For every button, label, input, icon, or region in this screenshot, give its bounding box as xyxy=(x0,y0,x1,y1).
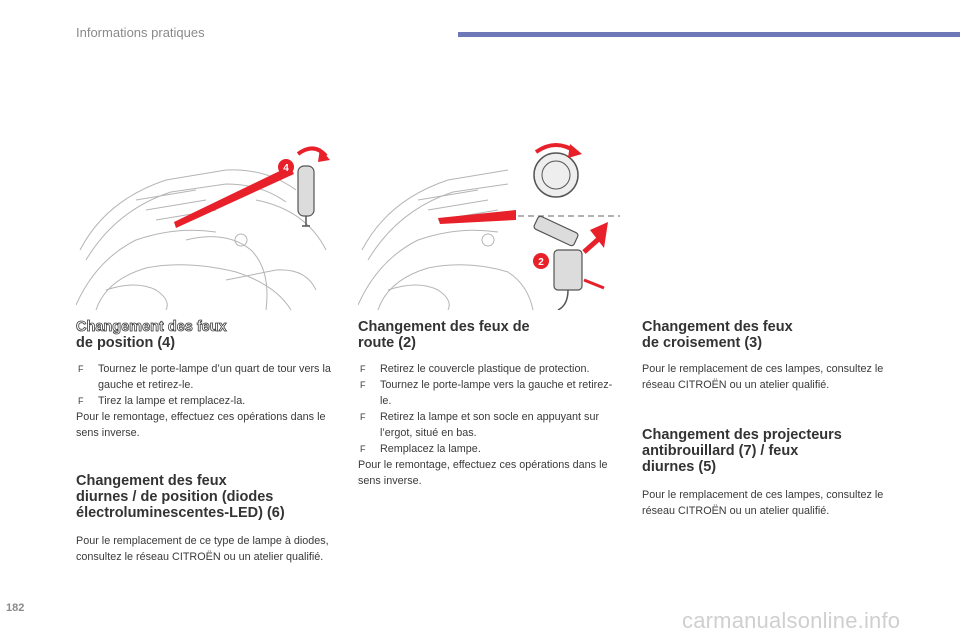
fog-lamp-text: Pour le remplacement de ces lampes, consultez le réseau CITROËN ou un atelier qualifié. xyxy=(642,489,884,517)
position-lamp-steps xyxy=(76,361,338,409)
bullet-icon: F xyxy=(78,364,84,374)
dipped-beam-text: Pour le remplacement de ces lampes, consultez le réseau CITROËN ou un atelier qualifié. xyxy=(642,363,884,391)
main-beam-note: Pour le remontage, effectuez ces opérations dans le sens inverse. xyxy=(358,459,608,487)
bullet-icon: F xyxy=(360,444,366,454)
watermark-text: carmanualsonline.info xyxy=(682,608,901,633)
pointer-beam-2 xyxy=(438,210,516,224)
column-2 xyxy=(358,319,620,489)
main-beam-heading: Changement des feux de route (2) xyxy=(358,319,530,351)
drl-led-text: Pour le remplacement de ce type de lampe à diodes, consultez le réseau CITROËN ou un atelier qualifié. xyxy=(76,535,329,563)
position-lamp-diagram xyxy=(76,140,338,310)
header-accent-bar xyxy=(458,32,960,37)
position-lamp-heading: Changement des feux de position (4) xyxy=(76,319,227,351)
callout-4-label: 4 xyxy=(283,163,289,174)
list-item: F Tournez le porte-lampe d’un quart de tour vers la gauche et retirez-le. xyxy=(78,363,331,391)
fog-lamp-section xyxy=(642,427,904,519)
main-beam-lamp-illustration xyxy=(358,140,620,310)
list-item: F Retirez la lampe et son socle en appuyant sur l’ergot, situé en bas. xyxy=(360,411,600,439)
bullet-icon: F xyxy=(360,364,366,374)
column-1 xyxy=(76,319,338,565)
drl-led-section xyxy=(76,473,338,565)
drl-led-heading: Changement des feux diurnes / de position (diodes électroluminescentes-LED) (6) xyxy=(76,473,285,521)
bullet-icon: F xyxy=(360,380,366,390)
main-beam-diagram xyxy=(358,140,620,310)
column-3 xyxy=(642,319,904,519)
dipped-beam-heading: Changement des feux de croisement (3) xyxy=(642,319,793,351)
main-beam-steps xyxy=(358,361,620,457)
list-item: F Tournez le porte-lampe vers la gauche et retirez-le. xyxy=(360,379,613,407)
position-lamp-section xyxy=(76,319,338,441)
list-item: F Tirez la lampe et remplacez-la. xyxy=(78,395,246,407)
bullet-icon: F xyxy=(78,396,84,406)
bullet-icon: F xyxy=(360,412,366,422)
fog-lamp-heading: Changement des projecteurs antibrouillard (7) / feux diurnes (5) xyxy=(642,427,842,475)
position-lamp-illustration xyxy=(76,140,338,310)
list-item: F Remplacez la lampe. xyxy=(360,443,481,455)
list-item: F Retirez le couvercle plastique de protection. xyxy=(360,363,590,375)
dipped-beam-section xyxy=(642,319,904,393)
position-lamp-note: Pour le remontage, effectuez ces opérations dans le sens inverse. xyxy=(76,411,326,439)
callout-2-label: 2 xyxy=(538,257,544,268)
page-number: 182 xyxy=(6,602,25,614)
section-header-title: Informations pratiques xyxy=(76,25,205,40)
